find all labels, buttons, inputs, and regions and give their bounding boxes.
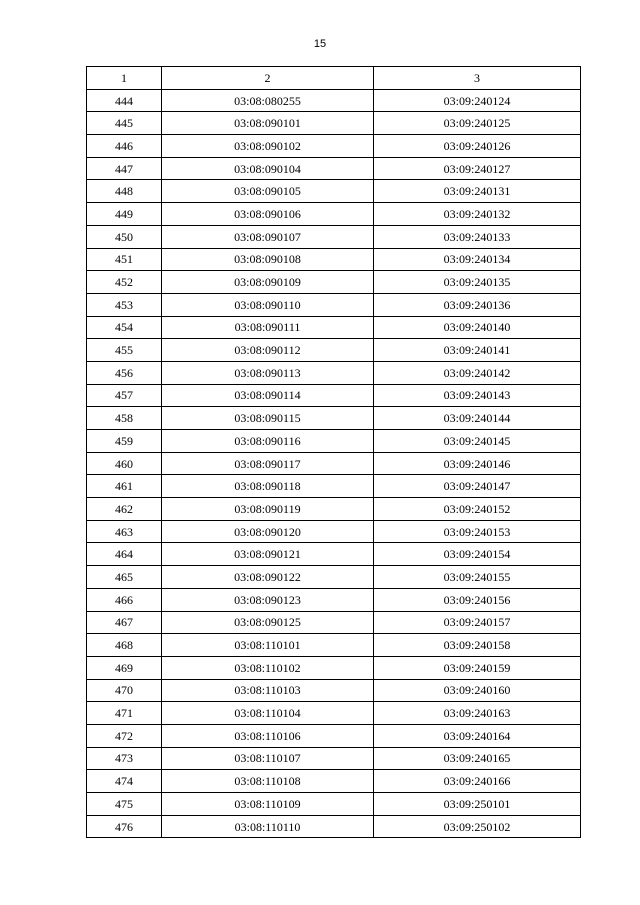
table-row xyxy=(87,361,581,384)
table-cell-col-2: 03:08:110107 xyxy=(162,747,374,770)
table-cell-col-2: 03:08:110102 xyxy=(162,656,374,679)
table-row xyxy=(87,157,581,180)
table-cell-col-1: 460 xyxy=(87,452,162,475)
column-header-3: 3 xyxy=(374,67,581,90)
table-row xyxy=(87,793,581,816)
table-cell-col-3: 03:09:240132 xyxy=(374,203,581,226)
table-row xyxy=(87,747,581,770)
table-cell-col-3: 03:09:240135 xyxy=(374,271,581,294)
table-cell-col-2: 03:08:110109 xyxy=(162,793,374,816)
table-cell-col-1: 456 xyxy=(87,361,162,384)
table-cell-col-2: 03:08:090113 xyxy=(162,361,374,384)
table-cell-col-3: 03:09:240157 xyxy=(374,611,581,634)
table-row xyxy=(87,724,581,747)
table-cell-col-1: 470 xyxy=(87,679,162,702)
table-row xyxy=(87,112,581,135)
table-cell-col-3: 03:09:240166 xyxy=(374,770,581,793)
table-cell-col-2: 03:08:090105 xyxy=(162,180,374,203)
table-cell-col-3: 03:09:240163 xyxy=(374,702,581,725)
table-cell-col-1: 465 xyxy=(87,566,162,589)
data-table xyxy=(86,66,581,838)
table-cell-col-1: 446 xyxy=(87,135,162,158)
table-cell-col-2: 03:08:090121 xyxy=(162,543,374,566)
table-cell-col-1: 473 xyxy=(87,747,162,770)
table-cell-col-1: 452 xyxy=(87,271,162,294)
table-cell-col-1: 457 xyxy=(87,384,162,407)
table-cell-col-1: 447 xyxy=(87,157,162,180)
table-cell-col-1: 453 xyxy=(87,293,162,316)
table-cell-col-1: 467 xyxy=(87,611,162,634)
table-row xyxy=(87,702,581,725)
table-row xyxy=(87,452,581,475)
table-cell-col-2: 03:08:090118 xyxy=(162,475,374,498)
table-cell-col-1: 476 xyxy=(87,815,162,838)
table-cell-col-1: 454 xyxy=(87,316,162,339)
table-cell-col-1: 463 xyxy=(87,520,162,543)
table-cell-col-3: 03:09:240145 xyxy=(374,430,581,453)
table-cell-col-3: 03:09:240164 xyxy=(374,724,581,747)
table-row xyxy=(87,634,581,657)
table-cell-col-3: 03:09:240154 xyxy=(374,543,581,566)
table-row xyxy=(87,203,581,226)
table-cell-col-2: 03:08:110101 xyxy=(162,634,374,657)
table-row xyxy=(87,225,581,248)
table-cell-col-2: 03:08:110108 xyxy=(162,770,374,793)
table-cell-col-2: 03:08:110106 xyxy=(162,724,374,747)
table-row xyxy=(87,316,581,339)
table-row xyxy=(87,475,581,498)
table-row xyxy=(87,384,581,407)
table-row xyxy=(87,89,581,112)
table-row xyxy=(87,407,581,430)
table-cell-col-2: 03:08:110103 xyxy=(162,679,374,702)
table-cell-col-1: 471 xyxy=(87,702,162,725)
table-cell-col-2: 03:08:090114 xyxy=(162,384,374,407)
table-row xyxy=(87,430,581,453)
table-cell-col-1: 459 xyxy=(87,430,162,453)
table-row xyxy=(87,248,581,271)
table-cell-col-3: 03:09:240133 xyxy=(374,225,581,248)
table-row xyxy=(87,498,581,521)
table-header-row xyxy=(87,67,581,90)
table-cell-col-3: 03:09:240136 xyxy=(374,293,581,316)
table-row xyxy=(87,293,581,316)
table-cell-col-1: 458 xyxy=(87,407,162,430)
table-cell-col-2: 03:08:090116 xyxy=(162,430,374,453)
table-cell-col-2: 03:08:110104 xyxy=(162,702,374,725)
table-cell-col-2: 03:08:090123 xyxy=(162,588,374,611)
table-row xyxy=(87,339,581,362)
table-cell-col-1: 445 xyxy=(87,112,162,135)
table-row xyxy=(87,520,581,543)
table-cell-col-1: 450 xyxy=(87,225,162,248)
table-cell-col-3: 03:09:240131 xyxy=(374,180,581,203)
table-cell-col-3: 03:09:240153 xyxy=(374,520,581,543)
table-cell-col-1: 474 xyxy=(87,770,162,793)
table-cell-col-2: 03:08:090120 xyxy=(162,520,374,543)
table-row xyxy=(87,543,581,566)
table-cell-col-1: 468 xyxy=(87,634,162,657)
table-cell-col-3: 03:09:240159 xyxy=(374,656,581,679)
table-cell-col-2: 03:08:090108 xyxy=(162,248,374,271)
table-row xyxy=(87,770,581,793)
column-header-1: 1 xyxy=(87,67,162,90)
table-cell-col-1: 464 xyxy=(87,543,162,566)
page-number: 15 xyxy=(313,38,327,50)
table-cell-col-3: 03:09:240155 xyxy=(374,566,581,589)
table-cell-col-1: 475 xyxy=(87,793,162,816)
table-cell-col-3: 03:09:240142 xyxy=(374,361,581,384)
table-row xyxy=(87,180,581,203)
table-row xyxy=(87,815,581,838)
table-cell-col-3: 03:09:240156 xyxy=(374,588,581,611)
table-cell-col-3: 03:09:250102 xyxy=(374,815,581,838)
table-cell-col-3: 03:09:240134 xyxy=(374,248,581,271)
table-cell-col-1: 444 xyxy=(87,89,162,112)
table-cell-col-3: 03:09:240127 xyxy=(374,157,581,180)
table-cell-col-3: 03:09:240146 xyxy=(374,452,581,475)
table-cell-col-2: 03:08:090125 xyxy=(162,611,374,634)
table-cell-col-2: 03:08:090117 xyxy=(162,452,374,475)
table-cell-col-2: 03:08:090106 xyxy=(162,203,374,226)
table-cell-col-1: 451 xyxy=(87,248,162,271)
column-header-2: 2 xyxy=(162,67,374,90)
table-cell-col-3: 03:09:240144 xyxy=(374,407,581,430)
table-cell-col-2: 03:08:110110 xyxy=(162,815,374,838)
table-cell-col-3: 03:09:240126 xyxy=(374,135,581,158)
table-cell-col-1: 472 xyxy=(87,724,162,747)
table-cell-col-1: 469 xyxy=(87,656,162,679)
table-row xyxy=(87,679,581,702)
table-cell-col-1: 455 xyxy=(87,339,162,362)
table-cell-col-3: 03:09:240140 xyxy=(374,316,581,339)
table-row xyxy=(87,566,581,589)
table-cell-col-2: 03:08:090107 xyxy=(162,225,374,248)
table-cell-col-2: 03:08:090102 xyxy=(162,135,374,158)
table-cell-col-2: 03:08:090110 xyxy=(162,293,374,316)
table-cell-col-1: 461 xyxy=(87,475,162,498)
table-cell-col-3: 03:09:240141 xyxy=(374,339,581,362)
table-cell-col-3: 03:09:240152 xyxy=(374,498,581,521)
table-cell-col-2: 03:08:090111 xyxy=(162,316,374,339)
table-body xyxy=(87,89,581,838)
table-row xyxy=(87,656,581,679)
table-cell-col-2: 03:08:080255 xyxy=(162,89,374,112)
table-cell-col-2: 03:08:090112 xyxy=(162,339,374,362)
table-cell-col-1: 448 xyxy=(87,180,162,203)
table-row xyxy=(87,271,581,294)
table-row xyxy=(87,588,581,611)
table-cell-col-3: 03:09:240165 xyxy=(374,747,581,770)
table-cell-col-2: 03:08:090119 xyxy=(162,498,374,521)
table-cell-col-3: 03:09:250101 xyxy=(374,793,581,816)
table-cell-col-1: 466 xyxy=(87,588,162,611)
table-row xyxy=(87,135,581,158)
table-cell-col-2: 03:08:090115 xyxy=(162,407,374,430)
table-cell-col-3: 03:09:240147 xyxy=(374,475,581,498)
table-cell-col-2: 03:08:090101 xyxy=(162,112,374,135)
table-cell-col-3: 03:09:240125 xyxy=(374,112,581,135)
table-cell-col-3: 03:09:240124 xyxy=(374,89,581,112)
table-cell-col-2: 03:08:090122 xyxy=(162,566,374,589)
table-cell-col-1: 449 xyxy=(87,203,162,226)
table-cell-col-1: 462 xyxy=(87,498,162,521)
table-cell-col-2: 03:08:090104 xyxy=(162,157,374,180)
table-row xyxy=(87,611,581,634)
table-cell-col-3: 03:09:240158 xyxy=(374,634,581,657)
table-cell-col-3: 03:09:240143 xyxy=(374,384,581,407)
table-cell-col-3: 03:09:240160 xyxy=(374,679,581,702)
table-cell-col-2: 03:08:090109 xyxy=(162,271,374,294)
